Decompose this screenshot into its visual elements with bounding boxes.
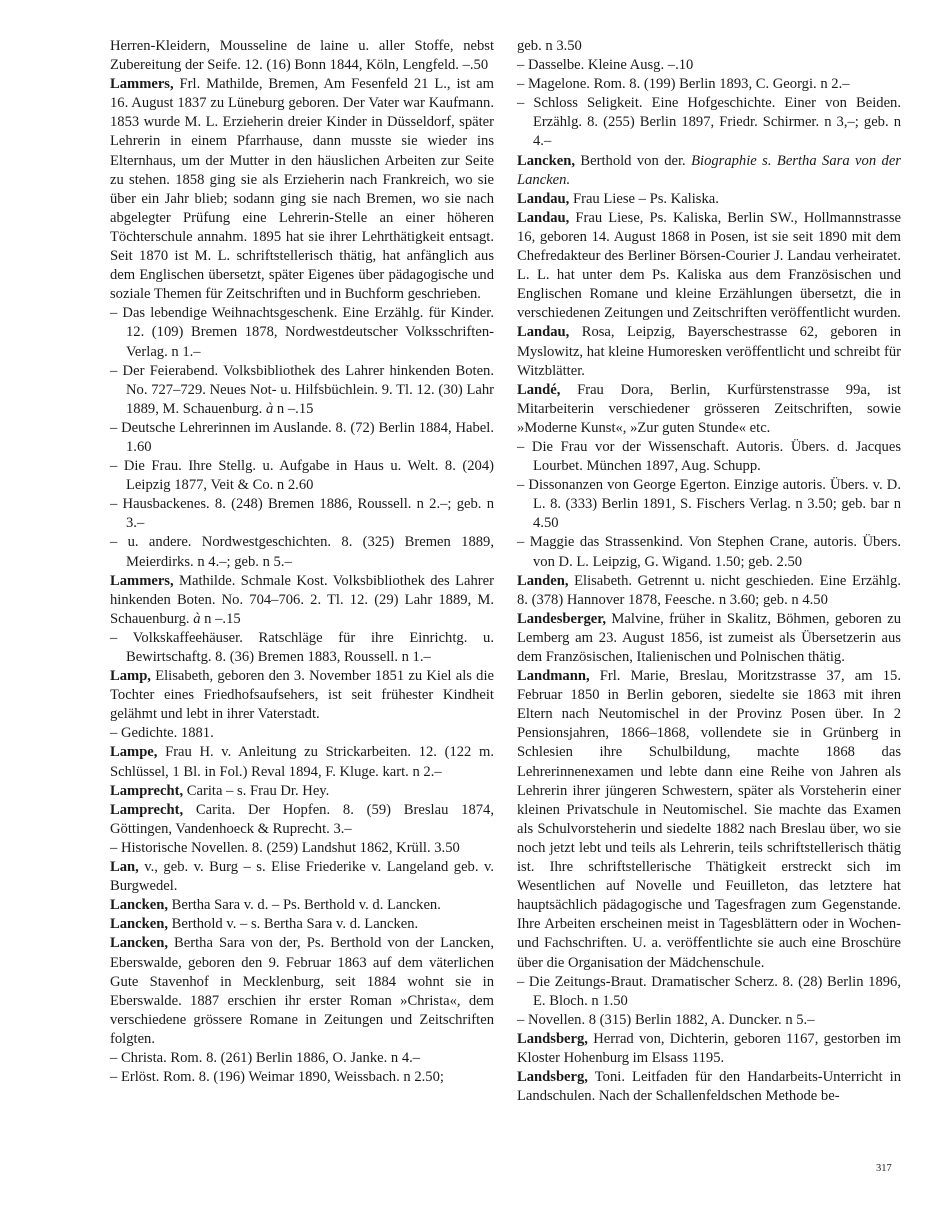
entry-text: – Dissonanzen von George Egerton. Einzige autoris. Übers. v. D. L. 8. (333) Berlin 1891, S. Fischers Verlag. n 3.50; geb. bar n 4.50	[517, 477, 901, 532]
entry-name: Landsberg,	[517, 1030, 588, 1047]
work-entry	[110, 839, 494, 858]
work-entry	[110, 629, 494, 667]
work-entry	[110, 457, 494, 495]
entry-text: – Magelone. Rom. 8. (199) Berlin 1893, C. Georgi. n 2.–	[517, 76, 850, 93]
page-number: 317	[876, 1163, 892, 1174]
italic-text: Biographie s. Bertha Sara von der Lancken.	[517, 152, 901, 188]
entry-text: – Schloss Seligkeit. Eine Hofgeschichte. Einer von Beiden. Erzählg. 8. (255) Berlin 1897, Friedr. Schirmer. n 3,–; geb. n 4.–	[517, 95, 901, 150]
work-entry	[517, 1011, 901, 1030]
entry-text: Rosa, Leipzig, Bayerschestrasse 62, geboren in Myslowitz, hat kleine Humoresken veröffentlicht und schreibt für Witzblätter.	[517, 324, 901, 379]
entry-text: – Die Frau. Ihre Stellg. u. Aufgabe in Haus u. Welt. 8. (204) Leipzig 1877, Veit & Co. n 2.60	[110, 458, 494, 494]
italic-text: à	[265, 400, 274, 417]
entry-text: – Volkskaffeehäuser. Ratschläge für ihre Einrichtg. u. Bewirtschaftg. 8. (36) Bremen 1883, Roussell. n 1.–	[110, 629, 494, 665]
entry-name: Lammers,	[110, 572, 174, 589]
work-entry	[517, 533, 901, 571]
entry-name: Landau,	[517, 209, 570, 226]
entry-text: Carita – s. Frau Dr. Hey.	[183, 782, 330, 799]
entry-text: – Dasselbe. Kleine Ausg. –.10	[517, 57, 694, 74]
entry-text: – Historische Novellen. 8. (259) Landshut 1862, Krüll. 3.50	[110, 839, 460, 856]
entry-text: – Christa. Rom. 8. (261) Berlin 1886, O. Janke. n 4.–	[110, 1049, 421, 1066]
entry-text: Frl. Mathilde, Bremen, Am Fesenfeld 21 L., ist am 16. August 1837 zu Lüneburg geboren. Der Vater war Kaufmann. 1853 wurde M. L. Erzieherin dreier Kinder in Düsseldorf, später Lehrerin in einem Pfarrhause, dann musste sie wieder ins Elternhaus, um der Mutter in den häuslichen Arbeiten zur Seite zu stehen. 1858 ging sie als Erzieherin nach Frankreich, wo sie über ein Jahr blieb; sodann ging sie nach Bremen, wo sie nach abgelegter Prüfung eine Lehrerin-Stelle an einer höheren Töchterschule annahm. 1895 hat sie ihrer Lehrthätigkeit entsagt. Seit 1870 ist M. L. schriftstellerisch thätig, hat anfänglich aus dem Englischen übersetzt, später Eigenes über pädagogische und soziale Themen für Zeitschriften und in Buchform geschrieben.	[110, 76, 494, 303]
entry-text: Elisabeth, geboren den 3. November 1851 zu Kiel als die Tochter eines Friedhofsaufsehers, ist seit frühester Kindheit gelähmt und lebt in ihrer Vaterstadt.	[110, 668, 494, 723]
entry-text: Frau Liese, Ps. Kaliska, Berlin SW., Hollmannstrasse 16, geboren 14. August 1868 in Posen, ist sie seit 1890 mit dem Chefredakteur des Berliner Börsen-Courier J. Landau verheiratet. L. L. hat unter dem Ps. Kaliska aus dem Französischen und Englischen Romane und kleine Erzählungen übersetzt, die in verschiedenen Zeitungen und Zeitschriften veröffentlicht wurden.	[517, 209, 901, 322]
work-entry	[517, 438, 901, 476]
entry-name: Lampe,	[110, 744, 158, 761]
entry-text: Carita. Der Hopfen. 8. (59) Breslau 1874, Göttingen, Vandenhoeck & Ruprecht. 3.–	[110, 801, 494, 837]
entry-paragraph	[110, 858, 494, 896]
entry-text: Berthold von der.	[574, 152, 692, 169]
entry-text: Bertha Sara v. d. – Ps. Berthold v. d. Lancken.	[167, 897, 441, 914]
entry-paragraph	[517, 209, 901, 324]
entry-text: Bertha Sara von der, Ps. Berthold von der Lancken, Eberswalde, geboren den 9. Februar 1863 auf dem väterlichen Gute Stavenhof in Mecklenburg, seit 1884 wohnt sie in Eberswalde. 1887 erschien ihr erster Roman »Christa«, dem verschiedene grössere Romane in Zeitungen und Zeitschriften folgten.	[110, 935, 494, 1047]
entry-text: Frau H. v. Anleitung zu Strickarbeiten. 12. (122 m. Schlüssel, 1 Bl. in Fol.) Reval 1894, F. Kluge. kart. n 2.–	[110, 744, 494, 780]
entry-text: Mathilde. Schmale Kost. Volksbibliothek des Lahrer hinkenden Boten. No. 704–706. 2. Tl. 12. (29) Lahr 1889, M. Schauenburg.	[110, 572, 494, 627]
entry-text: Herren-Kleidern, Mousseline de laine u. aller Stoffe, nebst Zubereitung der Seife. 12. (16) Bonn 1844, Köln, Lengfeld. –.50	[110, 38, 494, 74]
work-entry	[110, 1049, 494, 1068]
entry-text: Malvine, früher in Skalitz, Böhmen, geboren zu Lemberg am 23. August 1856, ist zumeist als Übersetzerin aus dem Französischen, Italienischen und Polnischen thätig.	[517, 610, 901, 665]
work-entry	[517, 476, 901, 533]
entry-text: Berthold v. – s. Bertha Sara v. d. Lancken.	[167, 916, 419, 933]
work-entry	[517, 56, 901, 75]
right-column	[517, 37, 901, 1106]
entry-text: n –.15	[200, 610, 241, 627]
entry-paragraph	[517, 1030, 901, 1068]
work-entry	[110, 419, 494, 457]
entry-name: Lammers,	[110, 76, 174, 93]
entry-text: – Erlöst. Rom. 8. (196) Weimar 1890, Weissbach. n 2.50;	[110, 1069, 444, 1086]
entry-name: Landesberger,	[517, 610, 607, 627]
work-entry	[517, 94, 901, 151]
entry-name: Landen,	[517, 572, 569, 589]
entry-text: – Hausbackenes. 8. (248) Bremen 1886, Roussell. n 2.–; geb. n 3.–	[110, 496, 494, 532]
entry-text: – Der Feierabend. Volksbibliothek des Lahrer hinkenden Boten. No. 727–729. Neues Not- u. Hilfsbüchlein. 9. Tl. 12. (30) Lahr 1889, M. Schauenburg.	[110, 362, 494, 417]
entry-text: Herrad von, Dichterin, geboren 1167, gestorben im Kloster Hohenburg im Elsass 1195.	[517, 1030, 901, 1066]
entry-text: – Die Zeitungs-Braut. Dramatischer Scherz. 8. (28) Berlin 1896, E. Bloch. n 1.50	[517, 973, 901, 1009]
entry-text: Elisabeth. Getrennt u. nicht geschieden. Eine Erzählg. 8. (378) Hannover 1878, Feesche. n 3.60; geb. n 4.50	[517, 572, 901, 608]
entry-text: – Deutsche Lehrerinnen im Auslande. 8. (72) Berlin 1884, Habel. 1.60	[110, 419, 494, 455]
entry-paragraph	[110, 743, 494, 781]
work-entry	[110, 495, 494, 533]
entry-paragraph	[110, 75, 494, 304]
entry-paragraph	[110, 782, 494, 801]
entry-paragraph	[517, 572, 901, 610]
entry-text: – Das lebendige Weihnachtsgeschenk. Eine Erzählg. für Kinder. 12. (109) Bremen 1878, Nordwestdeutscher Volksschriften-Verlag. n 1.–	[110, 305, 494, 360]
work-entry	[517, 973, 901, 1011]
entry-paragraph	[517, 381, 901, 438]
entry-text: Frau Liese – Ps. Kaliska.	[569, 190, 719, 207]
italic-text: à	[193, 610, 201, 627]
entry-text: Frl. Marie, Breslau, Moritzstrasse 37, am 15. Februar 1850 in Berlin geboren, siedelte sie 1863 mit ihren Eltern nach Neutomischel in der Provinz Posen über. In 2 Pensionsjahren, 1866–1868, vollendete sie in Grünberg in Schlesien ihre Schulbildung, machte 1868 das Lehrerinnenexamen und lebte dann eine Reihe von Jahren als Lehrerin ihrer jüngeren Schwestern, später als Vorsteherin einer kleinen Privatschule in Neutomischel. Sie machte das Examen als Schulvorsteherin und siedelte 1882 nach Breslau über, wo sie noch jetzt lebt und teils als Lehrerin, teils schriftstellerisch thätig ist. Ihre schriftstellerische Thätigkeit erstreckt sich im Wesentlichen auf Novelle und Feuilleton, das letztere hat hauptsächlich pädagogische und Tagesfragen zum Gegenstande. Ihre Arbeiten erscheinen meist in Tagesblättern oder in Wochen- und Fachschriften. U. a. veröffentlichte sie auch eine Broschüre über die Organisation der Mädchenschule.	[517, 668, 901, 971]
entry-text: Frau Dora, Berlin, Kurfürstenstrasse 99a, ist Mitarbeiterin verschiedener grösseren Zeitschriften, sowie »Moderne Kunst«, »Zur guten Stunde« etc.	[517, 381, 901, 436]
work-entry	[110, 533, 494, 571]
entry-paragraph	[517, 190, 901, 209]
entry-paragraph	[517, 152, 901, 190]
entry-paragraph	[110, 572, 494, 629]
left-column	[110, 37, 494, 1087]
entry-paragraph	[110, 934, 494, 1049]
entry-text: – Maggie das Strassenkind. Von Stephen Crane, autoris. Übers. von D. L. Leipzig, G. Wigand. 1.50; geb. 2.50	[517, 534, 901, 570]
entry-text: – Gedichte. 1881.	[110, 725, 214, 742]
work-entry	[110, 1068, 494, 1087]
entry-name: Landsberg,	[517, 1069, 588, 1086]
entry-text: Toni. Leitfaden für den Handarbeits-Unterricht in Landschulen. Nach der Schallenfeldschen Methode be-	[517, 1069, 901, 1105]
entry-name: Lancken,	[110, 935, 168, 952]
entry-paragraph	[517, 1068, 901, 1106]
entry-paragraph	[110, 667, 494, 724]
entry-paragraph	[517, 667, 901, 973]
entry-name: Lancken,	[110, 897, 168, 914]
work-entry	[110, 724, 494, 743]
entry-name: Landau,	[517, 324, 570, 341]
entry-paragraph	[517, 323, 901, 380]
entry-paragraph	[110, 915, 494, 934]
entry-name: Landau,	[517, 190, 570, 207]
entry-name: Lamprecht,	[110, 801, 184, 818]
entry-text: v., geb. v. Burg – s. Elise Friederike v. Langeland geb. v. Burgwedel.	[110, 859, 494, 895]
entry-text: – Die Frau vor der Wissenschaft. Autoris. Übers. d. Jacques Lourbet. München 1897, Aug. Schupp.	[517, 438, 901, 475]
text-paragraph	[110, 37, 494, 75]
entry-text: – Novellen. 8 (315) Berlin 1882, A. Duncker. n 5.–	[517, 1011, 815, 1028]
entry-name: Lamprecht,	[110, 782, 184, 799]
entry-text: n –.15	[273, 400, 314, 417]
work-entry	[110, 362, 494, 419]
entry-name: Lamp,	[110, 668, 151, 685]
entry-name: Lancken,	[110, 916, 168, 933]
work-entry	[517, 75, 901, 94]
entry-paragraph	[110, 801, 494, 839]
entry-text: geb. n 3.50	[517, 38, 582, 54]
entry-name: Lan,	[110, 859, 139, 876]
entry-paragraph	[110, 896, 494, 915]
entry-name: Lancken,	[517, 152, 575, 169]
entry-paragraph	[517, 610, 901, 667]
work-entry	[110, 304, 494, 361]
entry-name: Landmann,	[517, 668, 590, 685]
entry-text: – u. andere. Nordwestgeschichten. 8. (325) Bremen 1889, Meierdirks. n 4.–; geb. n 5.–	[110, 534, 494, 570]
entry-name: Landé,	[517, 381, 561, 398]
text-paragraph	[517, 37, 901, 56]
